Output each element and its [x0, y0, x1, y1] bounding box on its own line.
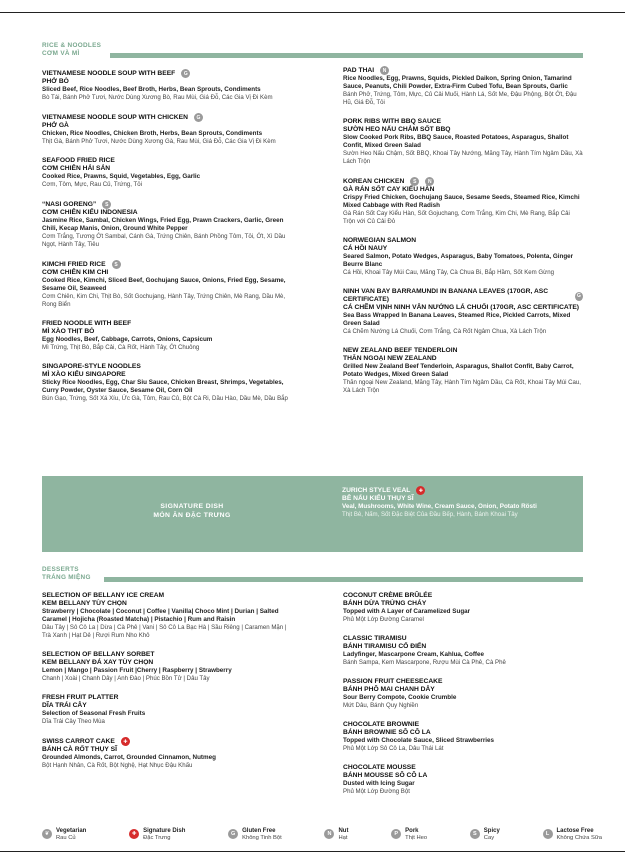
legend-label-vi: Hạt	[338, 835, 348, 841]
menu-item-title-row	[343, 237, 583, 245]
signature-label-en: SIGNATURE DISH	[160, 503, 224, 510]
bottom-rule	[0, 851, 625, 852]
legend-item-pork	[391, 828, 427, 842]
menu-item-name-vi: BÁNH CÀ RỐT THỤY SĨ	[42, 746, 117, 753]
menu-item-desc-vi: Sườn Heo Nấu Chậm, Sốt BBQ, Khoai Tây Nướng, Măng Tây, Hành Tím Ngâm Dầu, Xà Lách Trộn	[343, 150, 583, 165]
menu-item-name-en: SEAFOOD FRIED RICE	[42, 157, 115, 164]
menu-item-name-en: FRESH FRUIT PLATTER	[42, 694, 119, 701]
menu-item-desc-vi: Cơm Chiên, Kim Chi, Thịt Bò, Sốt Gochujang, Hành Tây, Trứng Chiên, Mè Rang, Dầu Mè, Rong Biển	[42, 293, 286, 308]
menu-item-desc-vi: Bột Hạnh Nhân, Cà Rốt, Bột Nghệ, Hạt Nhục Đậu Khấu	[42, 762, 193, 769]
legend-text	[338, 828, 348, 842]
menu-item-name-en: NORWEGIAN SALMON	[343, 237, 417, 244]
menu-item	[343, 678, 583, 710]
legend-text	[56, 828, 86, 842]
legend-label-en: Spicy	[483, 828, 500, 834]
signature-label	[132, 502, 252, 520]
menu-item-name-en: VIETNAMESE NOODLE SOUP WITH CHICKEN	[42, 113, 188, 121]
menu-item-title-row	[343, 764, 583, 772]
menu-item	[42, 69, 290, 102]
menu-item-desc-vi: Chanh | Xoài | Chanh Dây | Anh Đào | Phúc Bồn Tử | Dâu Tây	[42, 675, 210, 682]
menu-item-title-row	[42, 113, 290, 122]
menu-item-title-row	[343, 635, 583, 643]
menu-item-desc-vi: Phủ Một Lớp Đường Caramel	[343, 616, 424, 623]
legend-label-vi: Đặc Trưng	[143, 835, 171, 841]
menu-item-desc-en: Seared Salmon, Potato Wedges, Asparagus, Baby Tomatoes, Polenta, Ginger Beurre Blanc	[343, 253, 574, 268]
menu-item-desc-vi: Gà Rán Sốt Cay Kiểu Hàn, Sốt Gojuchang, Cơm Trắng, Kim Chi, Mè Rang, Bắp Cải Trộn với Củ Cải Đỏ	[343, 210, 570, 225]
menu-item-name-vi: DĨA TRÁI CÂY	[42, 702, 87, 709]
menu-item-desc-en: Sea Bass Wrapped In Banana Leaves, Steamed Rice, Pickled Carrots, Mixed Green Salad	[343, 312, 571, 327]
menu-item-name-en: PAD THAI	[343, 66, 375, 74]
gluten-free-icon: G	[181, 69, 190, 78]
menu-item-name-en: VIETNAMESE NOODLE SOUP WITH BEEF	[42, 69, 176, 77]
menu-item-title-row	[42, 651, 290, 659]
legend-label-vi: Rau Củ	[56, 835, 76, 841]
menu-item-name-en: KIMCHI FRIED RICE	[42, 260, 106, 268]
top-rule	[0, 12, 625, 13]
menu-item-name-en: KOREAN CHICKEN	[343, 177, 405, 185]
legend-item-spicy	[470, 828, 500, 842]
menu-item-name-en: SELECTION OF BELLANY SORBET	[42, 651, 155, 658]
menu-item	[343, 635, 583, 667]
menu-item-name-vi: THĂN NGOẠI NEW ZEALAND	[343, 355, 437, 362]
menu-item	[42, 200, 290, 249]
menu-item-desc-vi: Thăn ngoại New Zealand, Măng Tây, Hành Tím Ngâm Dầu, Cà Rốt, Khoai Tây Múi Cau, Xà Lách Trộn	[343, 379, 581, 394]
dessert-right-column	[343, 592, 583, 807]
menu-item-desc-vi: Dĩa Trái Cây Theo Mùa	[42, 718, 105, 725]
legend-item-nut	[324, 828, 348, 842]
menu-item-desc-en: Slow Cooked Pork Ribs, BBQ Sauce, Roasted Potatoes, Asparagus, Shallot Confit, Mixed Green Salad	[343, 134, 569, 149]
menu-item-name-vi: KEM BELLANY TÙY CHỌN	[42, 600, 127, 607]
legend-label-vi: Cay	[483, 835, 495, 841]
menu-item-desc-en: Chicken, Rice Noodles, Chicken Broth, Herbs, Bean Sprouts, Condiments	[42, 130, 263, 137]
menu-item-name-vi: KEM BELLANY ĐÁ XAY TÙY CHỌN	[42, 659, 154, 666]
menu-item-name-en: CHOCOLATE MOUSSE	[343, 764, 416, 771]
menu-item-desc-vi: Phủ Một Lớp Đường Bột	[343, 788, 410, 795]
legend-item-vegetarian	[42, 828, 86, 842]
rice-right-column	[343, 66, 583, 406]
lactose-free-icon: L	[543, 829, 553, 839]
legend-text	[242, 828, 282, 842]
menu-item-desc-en: Dusted with Icing Sugar	[343, 780, 415, 787]
menu-item-desc-vi: Bánh Sampa, Kem Mascarpone, Rượu Mùi Cà Phê, Cà Phê	[343, 659, 506, 666]
menu-item-name-en: SWISS CARROT CAKE	[42, 737, 115, 745]
menu-item-name-vi: BÁNH BROWNIE SÔ CÔ LA	[343, 729, 431, 736]
menu-item	[42, 113, 290, 146]
menu-item	[343, 592, 583, 624]
dietary-legend	[42, 828, 602, 842]
legend-text	[143, 828, 185, 842]
menu-item-name-vi: BÁNH TIRAMISU CỔ ĐIỂN	[343, 643, 427, 650]
menu-item-desc-en: Sticky Rice Noodles, Egg, Char Siu Sauce, Chicken Breast, Shrimps, Vegetables, Curry Powder, Oyster Sauce, Sesame Oil, Corn Oil	[42, 379, 284, 394]
menu-item	[42, 320, 290, 352]
menu-item-desc-vi: Mì Trứng, Thịt Bò, Bắp Cải, Cà Rốt, Hành Tây, Ớt Chuông	[42, 344, 200, 351]
menu-item-name-en: SINGAPORE-STYLE NOODLES	[42, 363, 141, 370]
menu-item-title-row	[343, 66, 583, 75]
menu-item-desc-en: Cooked Rice, Kimchi, Sliced Beef, Gochujang Sauce, Onions, Fried Egg, Sesame, Sesame Oil, Seaweed	[42, 277, 286, 292]
menu-item	[42, 694, 290, 726]
menu-item	[343, 347, 583, 395]
signature-dish-box	[42, 476, 583, 552]
menu-item-desc-en: Egg Noodles, Beef, Cabbage, Carrots, Onions, Capsicum	[42, 336, 213, 343]
menu-item-desc-en: Lemon | Mango | Passion Fruit |Cherry | Raspberry | Strawberry	[42, 667, 232, 674]
section-bar-rice	[110, 53, 583, 58]
spicy-icon: S	[470, 829, 480, 839]
spicy-icon: S	[410, 177, 419, 186]
menu-item-desc-en: Sliced Beef, Rice Noodles, Beef Broth, Herbs, Bean Sprouts, Condiments	[42, 86, 261, 93]
menu-item-desc-vi: Phủ Một Lớp Sô Cô La, Dâu Thái Lát	[343, 745, 444, 752]
section-header-rice	[42, 42, 101, 57]
rice-left-column	[42, 69, 290, 414]
menu-item-name-en: PORK RIBS WITH BBQ SAUCE	[343, 118, 442, 125]
menu-item	[343, 721, 583, 753]
signature-label-vi: MÓN ĂN ĐẶC TRƯNG	[153, 512, 231, 519]
menu-item-desc-en: Topped with A Layer of Caramelized Sugar	[343, 608, 471, 615]
menu-item-name-en: FRIED NOODLE WITH BEEF	[42, 320, 132, 327]
section-title-en: RICE & NOODLES	[42, 42, 102, 49]
menu-item	[343, 177, 583, 226]
menu-item-desc-vi: Bánh Phở, Trứng, Tôm, Mực, Củ Cải Muối, Hành Lá, Sốt Me, Đậu Phộng, Bột Ớt, Đậu Hũ, Giá Đỗ, Tỏi	[343, 91, 577, 106]
menu-item-name-en: “NASI GORENG”	[42, 200, 97, 208]
section-header-desserts	[42, 566, 91, 581]
menu-item	[42, 651, 290, 683]
legend-label-en: Nut	[338, 828, 349, 834]
menu-item-desc-en: Strawberry | Chocolate | Coconut | Coffee | Vanilla| Choco Mint | Durian | Salted Caramel | Hojicha (Roasted Matcha) | Pistachio | Rum and Raisin	[42, 608, 279, 623]
menu-item-title-row	[343, 288, 583, 304]
legend-label-en: Pork	[405, 828, 419, 834]
menu-item-title-row	[42, 260, 290, 269]
menu-item-name-vi: CÁ CHẼM VỊNH NINH VÂN NƯỚNG LÁ CHUỐI (170GR, ASC CERTIFICATE)	[343, 304, 580, 311]
menu-item-name-en	[342, 486, 572, 495]
legend-text	[557, 828, 602, 842]
menu-item-name-en: CLASSIC TIRAMISU	[343, 635, 407, 642]
legend-label-vi: Thịt Heo	[405, 835, 428, 841]
menu-item-desc-en: Grounded Almonds, Carrot, Grounded Cinnamon, Nutmeg	[42, 754, 216, 761]
nut-icon: N	[425, 177, 434, 186]
section-bar-desserts	[104, 577, 583, 582]
menu-item-title-row	[42, 69, 290, 78]
menu-item-desc-vi: Cá Hồi, Khoai Tây Múi Cau, Măng Tây, Cà Chua Bi, Bắp Hầm, Sốt Kem Gừng	[343, 269, 555, 276]
menu-item-desc-en: Cooked Rice, Prawns, Squid, Vegetables, Egg, Garlic	[42, 173, 201, 180]
menu-item-name-vi: MÌ XÀO KIỂU SINGAPORE	[42, 371, 126, 378]
section-title-en: DESSERTS	[42, 566, 79, 573]
menu-item-name-vi: SƯỜN HEO NẤU CHẢM SỐT BBQ	[343, 126, 451, 133]
menu-item-name-vi: BÁNH MOUSSE SÔ CÔ LA	[343, 772, 428, 779]
menu-item-desc-en: Crispy Fried Chicken, Gochujang Sauce, Sesame Seeds, Steamed Rice, Kimchi Mixed Cabbage with Red Radish	[343, 194, 580, 209]
vegetarian-icon: ❦	[42, 829, 52, 839]
legend-label-en: Vegetarian	[56, 828, 87, 834]
menu-item-title-row	[343, 592, 583, 600]
menu-item-desc-en: Jasmine Rice, Sambal, Chicken Wings, Fried Egg, Prawn Crackers, Garlic, Green Chili, Kecap Manis, Onion, Ground White Pepper	[42, 217, 284, 232]
signature-desc-en: Veal, Mushrooms, White Wine, Cream Sauce, Onion, Potato Rösti	[342, 503, 537, 510]
menu-item	[343, 764, 583, 796]
section-title-vi: CƠM VÀ MÌ	[42, 49, 80, 57]
menu-item-desc-en: Topped with Chocolate Sauce, Sliced Strawberries	[343, 737, 495, 744]
menu-item-name-en: SELECTION OF BELLANY ICE CREAM	[42, 592, 165, 599]
menu-item-title-row	[42, 592, 290, 600]
gluten-free-icon: G	[575, 292, 583, 301]
menu-item-name-vi: BÁNH PHÔ MAI CHANH DÂY	[343, 686, 435, 693]
signature-dish-icon: ✚	[416, 486, 425, 495]
signature-name-en: ZURICH STYLE VEAL	[342, 486, 411, 494]
legend-label-vi: Không Tinh Bột	[242, 835, 282, 841]
spicy-icon: S	[112, 260, 121, 269]
menu-item-desc-vi: Bún Gạo, Trứng, Sốt Xá Xíu, Ức Gà, Tôm, Rau Củ, Bột Cà Ri, Dầu Hào, Dầu Mè, Dầu Bắp	[42, 395, 288, 402]
menu-item-desc-en: Grilled New Zealand Beef Tenderloin, Asparagus, Shallot Confit, Baby Carrot, Potato Wedges, Mixed Green Salad	[343, 363, 574, 378]
menu-item-title-row	[42, 737, 290, 746]
signature-item	[342, 486, 572, 519]
menu-item	[42, 363, 290, 403]
menu-item	[42, 592, 290, 640]
menu-item-title-row	[343, 177, 583, 186]
menu-item	[343, 66, 583, 107]
menu-item-desc-vi: Dâu Tây | Sô Cô La | Dừa | Cà Phê | Vani | Sô Cô La Bạc Hà | Sầu Riêng | Caramen Mặn | Trà Xanh | Hạt Dẻ | Rượi Rum Nho Khô	[42, 624, 287, 639]
menu-item-desc-vi: Cơm, Tôm, Mực, Rau Củ, Trứng, Tỏi	[42, 181, 142, 188]
legend-label-en: Gluten Free	[242, 828, 276, 834]
menu-item	[42, 260, 290, 309]
menu-item-name-vi: CƠM CHIÊN HẢI SẢN	[42, 165, 111, 172]
legend-text	[405, 828, 427, 842]
menu-item	[42, 157, 290, 189]
menu-item-name-vi: MÌ XÀO THỊT BÒ	[42, 328, 95, 335]
signature-name-vi: BÊ NẤU KIỂU THỤY SĨ	[342, 495, 414, 502]
menu-item-desc-vi: Bò Tái, Bánh Phở Tươi, Nước Dùng Xương Bò, Rau Mùi, Giá Đỗ, Các Gia Vị Đi Kèm	[42, 94, 273, 101]
menu-item-title-row	[343, 347, 583, 355]
spicy-icon: S	[102, 200, 111, 209]
signature-icon: ✚	[121, 737, 130, 746]
legend-label-en: Signature Dish	[143, 828, 186, 834]
menu-item-name-en: PASSION FRUIT CHEESECAKE	[343, 678, 443, 685]
menu-item-name-en: COCONUT CRÈME BRÛLÉE	[343, 592, 433, 599]
menu-item-title-row	[42, 320, 290, 328]
menu-item	[343, 288, 583, 336]
signature-icon: ✚	[129, 829, 139, 839]
legend-item-signature	[129, 828, 185, 842]
nut-icon: N	[324, 829, 334, 839]
menu-item-name-vi: GÀ RÁN SỐT CAY KIỂU HÀN	[343, 186, 435, 193]
menu-item-name-en: NINH VAN BAY BARRAMUNDI IN BANANA LEAVES (170GR, ASC CERTIFICATE)	[343, 288, 549, 303]
menu-item-desc-en: Selection of Seasonal Fresh Fruits	[42, 710, 146, 717]
menu-item-desc-en: Rice Noodles, Egg, Prawns, Squids, Pickled Daikon, Spring Onion, Tamarind Sauce, Peanuts, Chili Powder, Extra-Firm Cubed Tofu, Bean Sprouts, Garlic	[343, 75, 572, 90]
legend-label-vi: Không Chứa Sữa	[556, 835, 602, 841]
gluten-free-icon: G	[194, 113, 203, 122]
menu-item-desc-vi: Cơm Trắng, Tương Ớt Sambal, Cánh Gà, Trứng Chiên, Bánh Phồng Tôm, Tỏi, Ớt, Xì Dầu Ngọt, Hành Tây, Tiêu	[42, 233, 286, 248]
dessert-left-column	[42, 592, 290, 781]
menu-item	[343, 237, 583, 277]
menu-item-desc-en: Sour Berry Compote, Cookie Crumble	[343, 694, 457, 701]
menu-item-name-vi: CÁ HỒI NAUY	[343, 245, 388, 252]
signature-desc-vi: Thịt Bê, Nấm, Sốt Đặc Biệt Của Đầu Bếp, Hành, Bánh Khoai Tây	[342, 511, 518, 518]
menu-item	[42, 737, 290, 770]
gluten-free-icon: G	[228, 829, 238, 839]
menu-item-name-vi: CƠM CHIÊN KIỂU INDONESIA	[42, 209, 138, 216]
menu-item-title-row	[42, 200, 290, 209]
menu-item-desc-vi: Mứt Dâu, Bánh Quy Nghiền	[343, 702, 419, 709]
menu-item-desc-vi: Thịt Gà, Bánh Phở Tươi, Nước Dùng Xương Gà, Rau Mùi, Giá Đỗ, Các Gia Vị Đi Kèm	[42, 138, 276, 145]
legend-text	[484, 828, 500, 842]
legend-label-en: Lactose Free	[556, 828, 594, 834]
menu-item-title-row	[42, 157, 290, 165]
menu-item-name-vi: BÁNH DỪA TRỨNG CHÁY	[343, 600, 427, 607]
menu-item-title-row	[343, 678, 583, 686]
section-title-vi: TRÁNG MIỆNG	[42, 573, 91, 581]
menu-item-title-row	[343, 721, 583, 729]
menu-item-title-row	[343, 118, 583, 126]
pork-icon: P	[391, 829, 401, 839]
nut-icon: N	[380, 66, 389, 75]
legend-item-lactose-free	[543, 828, 602, 842]
menu-item-name-vi: PHỞ BÒ	[42, 78, 69, 85]
menu-item-name-en: CHOCOLATE BROWNIE	[343, 721, 420, 728]
menu-item-desc-vi: Cá Chẽm Nướng Lá Chuối, Cơm Trắng, Cà Rốt Ngâm Chua, Xà Lách Trộn	[343, 328, 547, 335]
menu-item-title-row	[42, 363, 290, 371]
menu-item	[343, 118, 583, 166]
menu-item-name-en: NEW ZEALAND BEEF TENDERLOIN	[343, 347, 458, 354]
menu-item-name-vi: CƠM CHIÊN KIM CHI	[42, 269, 109, 276]
menu-item-name-vi: PHỞ GÀ	[42, 122, 69, 129]
legend-item-gluten-free	[228, 828, 282, 842]
menu-item-title-row	[42, 694, 290, 702]
menu-item-desc-en: Ladyfinger, Mascarpone Cream, Kahlua, Coffee	[343, 651, 485, 658]
